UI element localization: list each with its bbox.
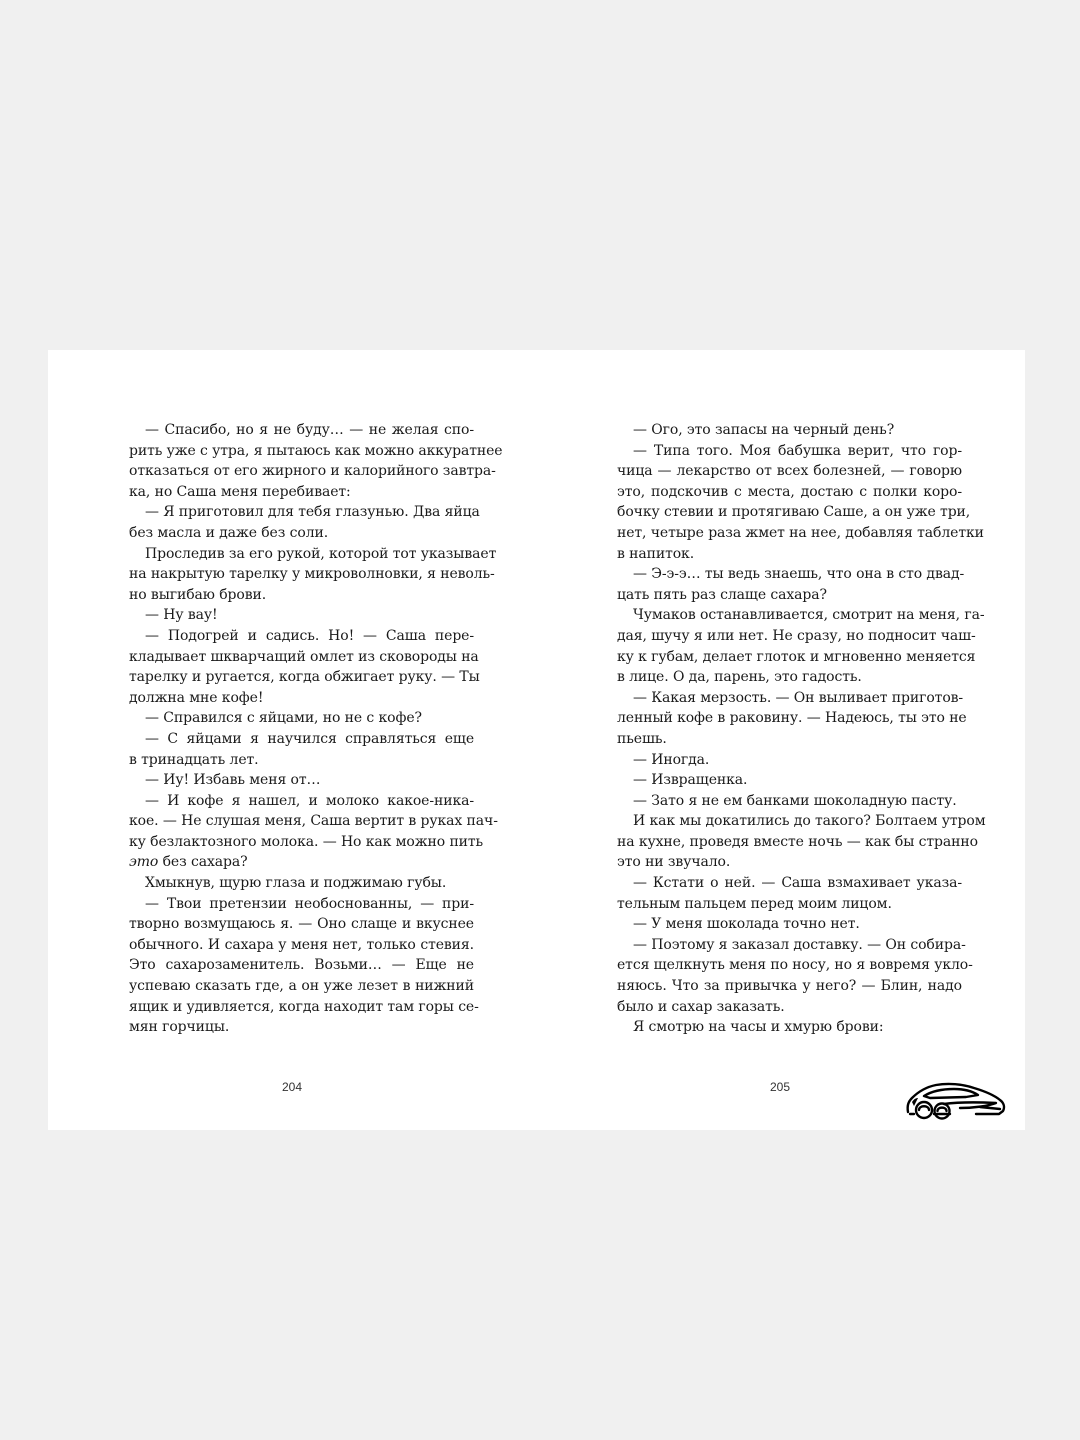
- text-line: ется щелкнуть меня по носу, но я вовремя укло-: [617, 957, 973, 974]
- text-line: — Поэтому я заказал доставку. — Он собира-: [633, 936, 966, 953]
- text-line: дая, шучу я или нет. Не сразу, но подносит чаш-: [617, 627, 976, 644]
- page-number-left: 204: [281, 1080, 303, 1094]
- text-line: в тринадцать лет.: [129, 751, 259, 768]
- text-line: цать пять раз слаще сахара?: [617, 586, 827, 603]
- text-line: в напиток.: [617, 545, 695, 562]
- text-line: ленный кофе в раковину. — Надеюсь, ты это не: [617, 710, 967, 727]
- text-line: — Какая мерзость. — Он выливает приготов-: [633, 689, 964, 706]
- text-line: — И кофе я нашел, и молоко какое-ника-: [145, 792, 474, 809]
- text-line: — Справился с яйцами, но не с кофе?: [145, 710, 422, 727]
- text-line: тарелку и ругается, когда обжигает руку. — Ты: [129, 669, 480, 686]
- text-line: няюсь. Что за привычка у него? — Блин, надо: [617, 978, 962, 995]
- text-line: обычного. И сахара у меня нет, только стевия.: [129, 936, 474, 953]
- text-line: ка, но Саша меня перебивает:: [129, 483, 351, 500]
- text-line: — Кстати о ней. — Саша взмахивает указа-: [633, 875, 962, 892]
- text-line: — Я приготовил для тебя глазунью. Два яйца: [145, 504, 480, 521]
- text-line: ящик и удивляется, когда находит там горы се-: [129, 998, 479, 1015]
- text-line: нет, четыре раза жмет на нее, добавляя таблетки: [617, 524, 984, 541]
- text-line: но выгибаю брови.: [129, 586, 267, 603]
- text-line: ку безлактозного молока. — Но как можно пить: [129, 833, 484, 850]
- text-line: бочку стевии и протягиваю Саше, а он уже три,: [617, 504, 971, 521]
- emphasis-text: это: [129, 854, 159, 871]
- text-line: успеваю сказать где, а он уже лезет в нижний: [129, 978, 474, 995]
- text-line: — Э-э-э… ты ведь знаешь, что она в сто двад-: [633, 566, 965, 583]
- text-line: — Зато я не ем банками шоколадную пасту.: [633, 792, 957, 809]
- text-line: Хмыкнув, щурю глаза и поджимаю губы.: [145, 875, 447, 892]
- text-line: на накрытую тарелку у микроволновки, я неволь-: [129, 566, 495, 583]
- text-line: чица — лекарство от всех болезней, — говорю: [617, 463, 962, 480]
- text-line: было и сахар заказать.: [617, 998, 785, 1015]
- text-line: — Подогрей и садись. Но! — Саша пере-: [145, 627, 474, 644]
- text-line: кое. — Не слушая меня, Саша вертит в руках пач-: [129, 813, 498, 830]
- car-icon: [904, 1078, 1008, 1122]
- text-line: творно возмущаюсь я. — Оно слаще и вкуснее: [129, 916, 474, 933]
- text-line: это, подскочив с места, достаю с полки коро-: [617, 483, 962, 500]
- text-line: — У меня шоколада точно нет.: [633, 916, 860, 933]
- text-line: пьешь.: [617, 730, 667, 747]
- book-spread: [48, 350, 1025, 1130]
- text-line: И как мы докатились до такого? Болтаем утром: [633, 813, 986, 830]
- text-line: — Извращенка.: [633, 772, 748, 789]
- text-line: [129, 852, 474, 873]
- left-page: [129, 420, 503, 1038]
- text-line-rest: без сахара?: [158, 854, 248, 871]
- right-page: [617, 420, 986, 1038]
- text-line: рить уже с утра, я пытаюсь как можно аккуратнее: [129, 442, 503, 459]
- page-number-right: 205: [769, 1080, 791, 1094]
- text-line: — Иногда.: [633, 751, 710, 768]
- text-line: мян горчицы.: [129, 1019, 230, 1036]
- text-line: Проследив за его рукой, которой тот указывает: [145, 545, 497, 562]
- text-line: на кухне, проведя вместе ночь — как бы странно: [617, 833, 978, 850]
- text-line: — Типа того. Моя бабушка верит, что гор-: [633, 442, 962, 459]
- text-line: — Ого, это запасы на черный день?: [633, 422, 895, 438]
- text-line: — Спасибо, но я не буду… — не желая спо-: [145, 422, 474, 438]
- text-line: кладывает шкварчащий омлет из сковороды на: [129, 648, 479, 665]
- text-line: Чумаков останавливается, смотрит на меня, га-: [633, 607, 985, 624]
- text-line: ку к губам, делает глоток и мгновенно меняется: [617, 648, 976, 665]
- text-line: в лице. О да, парень, это гадость.: [617, 669, 862, 686]
- text-line: без масла и даже без соли.: [129, 524, 329, 541]
- text-line: отказаться от его жирного и калорийного завтра-: [129, 463, 496, 480]
- text-line: — Иу! Избавь меня от…: [145, 772, 321, 789]
- text-line: Это сахарозаменитель. Возьми… — Еще не: [129, 957, 474, 974]
- text-line: тельным пальцем перед моим лицом.: [617, 895, 892, 912]
- text-line: — С яйцами я научился справляться еще: [145, 730, 474, 747]
- text-line: Я смотрю на часы и хмурю брови:: [633, 1019, 884, 1036]
- text-line: это ни звучало.: [617, 854, 731, 871]
- text-line: — Твои претензии необоснованны, — при-: [145, 895, 474, 912]
- text-line: должна мне кофе!: [129, 689, 264, 706]
- text-line: — Ну вау!: [145, 607, 218, 624]
